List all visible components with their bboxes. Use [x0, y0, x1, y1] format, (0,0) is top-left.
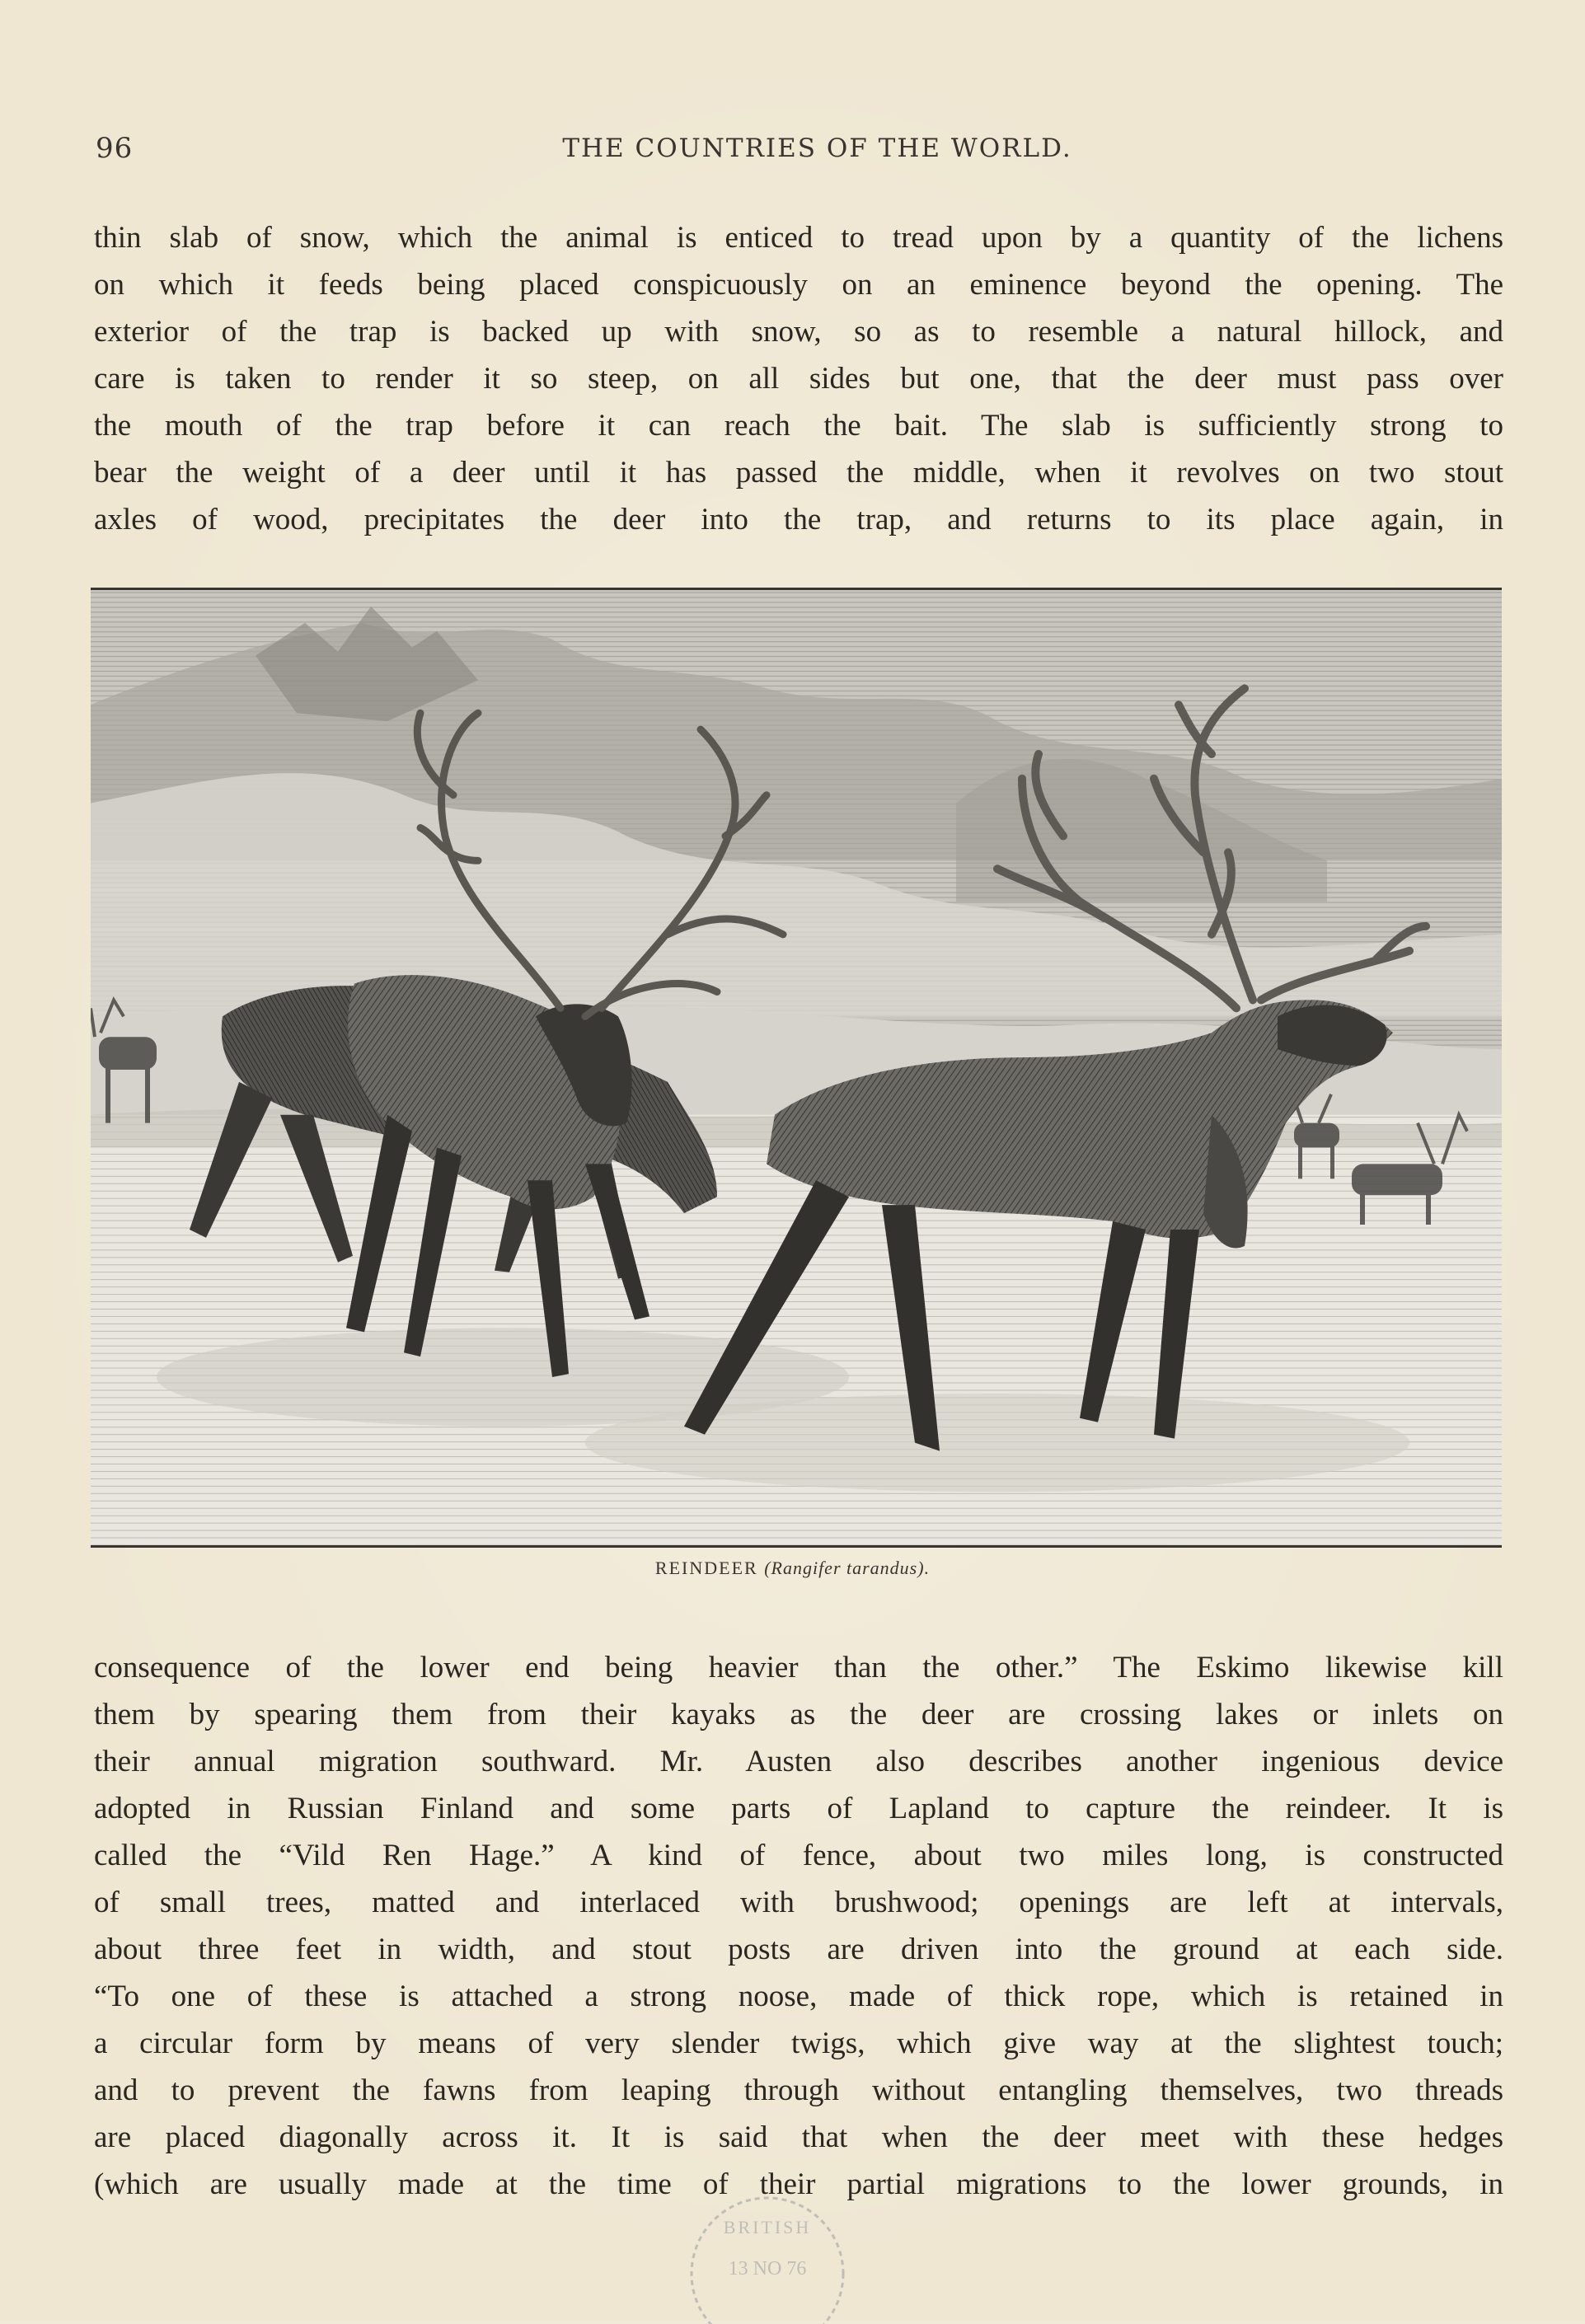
page-number: 96 — [96, 132, 134, 165]
reindeer-engraving — [91, 588, 1502, 1548]
text-line: exterior of the trap is backed up with snow, so as to resemble a natural hillock, and — [94, 315, 1503, 349]
running-head: THE COUNTRIES OF THE WORLD. — [562, 134, 1072, 163]
text-line: a circular form by means of very slender twigs, which give way at the slightest touch; — [94, 2026, 1503, 2060]
text-line: about three feet in width, and stout posts are driven into the ground at each side. — [94, 1933, 1503, 1966]
library-stamp — [678, 2184, 857, 2324]
text-line: of small trees, matted and interlaced with brushwood; openings are left at intervals, — [94, 1886, 1503, 1919]
text-line: thin slab of snow, which the animal is enticed to tread upon by a quantity of the lichens — [94, 221, 1503, 255]
text-line: are placed diagonally across it. It is said that when the deer meet with these hedges — [94, 2120, 1503, 2154]
text-line: adopted in Russian Finland and some parts of Lapland to capture the reindeer. It is — [94, 1792, 1503, 1825]
text-line: consequence of the lower end being heavier than the other.” The Eskimo likewise kill — [94, 1651, 1503, 1684]
text-line: and to prevent the fawns from leaping through without entangling themselves, two threads — [94, 2073, 1503, 2107]
text-line: (which are usually made at the time of their partial migrations to the lower grounds, in — [94, 2167, 1503, 2201]
text-line: axles of wood, precipitates the deer into the trap, and returns to its place again, in — [94, 503, 1503, 536]
engraving-illustration — [91, 590, 1502, 1545]
text-line: care is taken to render it so steep, on all sides but one, that the deer must pass over — [94, 362, 1503, 396]
text-line: bear the weight of a deer until it has passed the middle, when it revolves on two stout — [94, 456, 1503, 490]
stamp-text-top: BRITISH — [723, 2217, 812, 2237]
bottom-paragraph — [94, 1644, 1503, 2208]
text-line: the mouth of the trap before it can reach the bait. The slab is sufficiently strong to — [94, 409, 1503, 443]
stamp-text-date: 13 NO 76 — [728, 2258, 807, 2279]
text-line: on which it feeds being placed conspicuously on an eminence beyond the opening. The — [94, 268, 1503, 302]
figure-caption — [0, 1558, 1585, 1579]
text-line: called the “Vild Ren Hage.” A kind of fence, about two miles long, is constructed — [94, 1839, 1503, 1872]
text-line: “To one of these is attached a strong noose, made of thick rope, which is retained in — [94, 1980, 1503, 2013]
caption-latin-name: (Rangifer tarandus). — [764, 1558, 931, 1578]
text-line: them by spearing them from their kayaks as the deer are crossing lakes or inlets on — [94, 1698, 1503, 1731]
caption-title: REINDEER — [654, 1558, 758, 1578]
text-line: their annual migration southward. Mr. Austen also describes another ingenious device — [94, 1745, 1503, 1778]
top-paragraph — [94, 214, 1503, 543]
